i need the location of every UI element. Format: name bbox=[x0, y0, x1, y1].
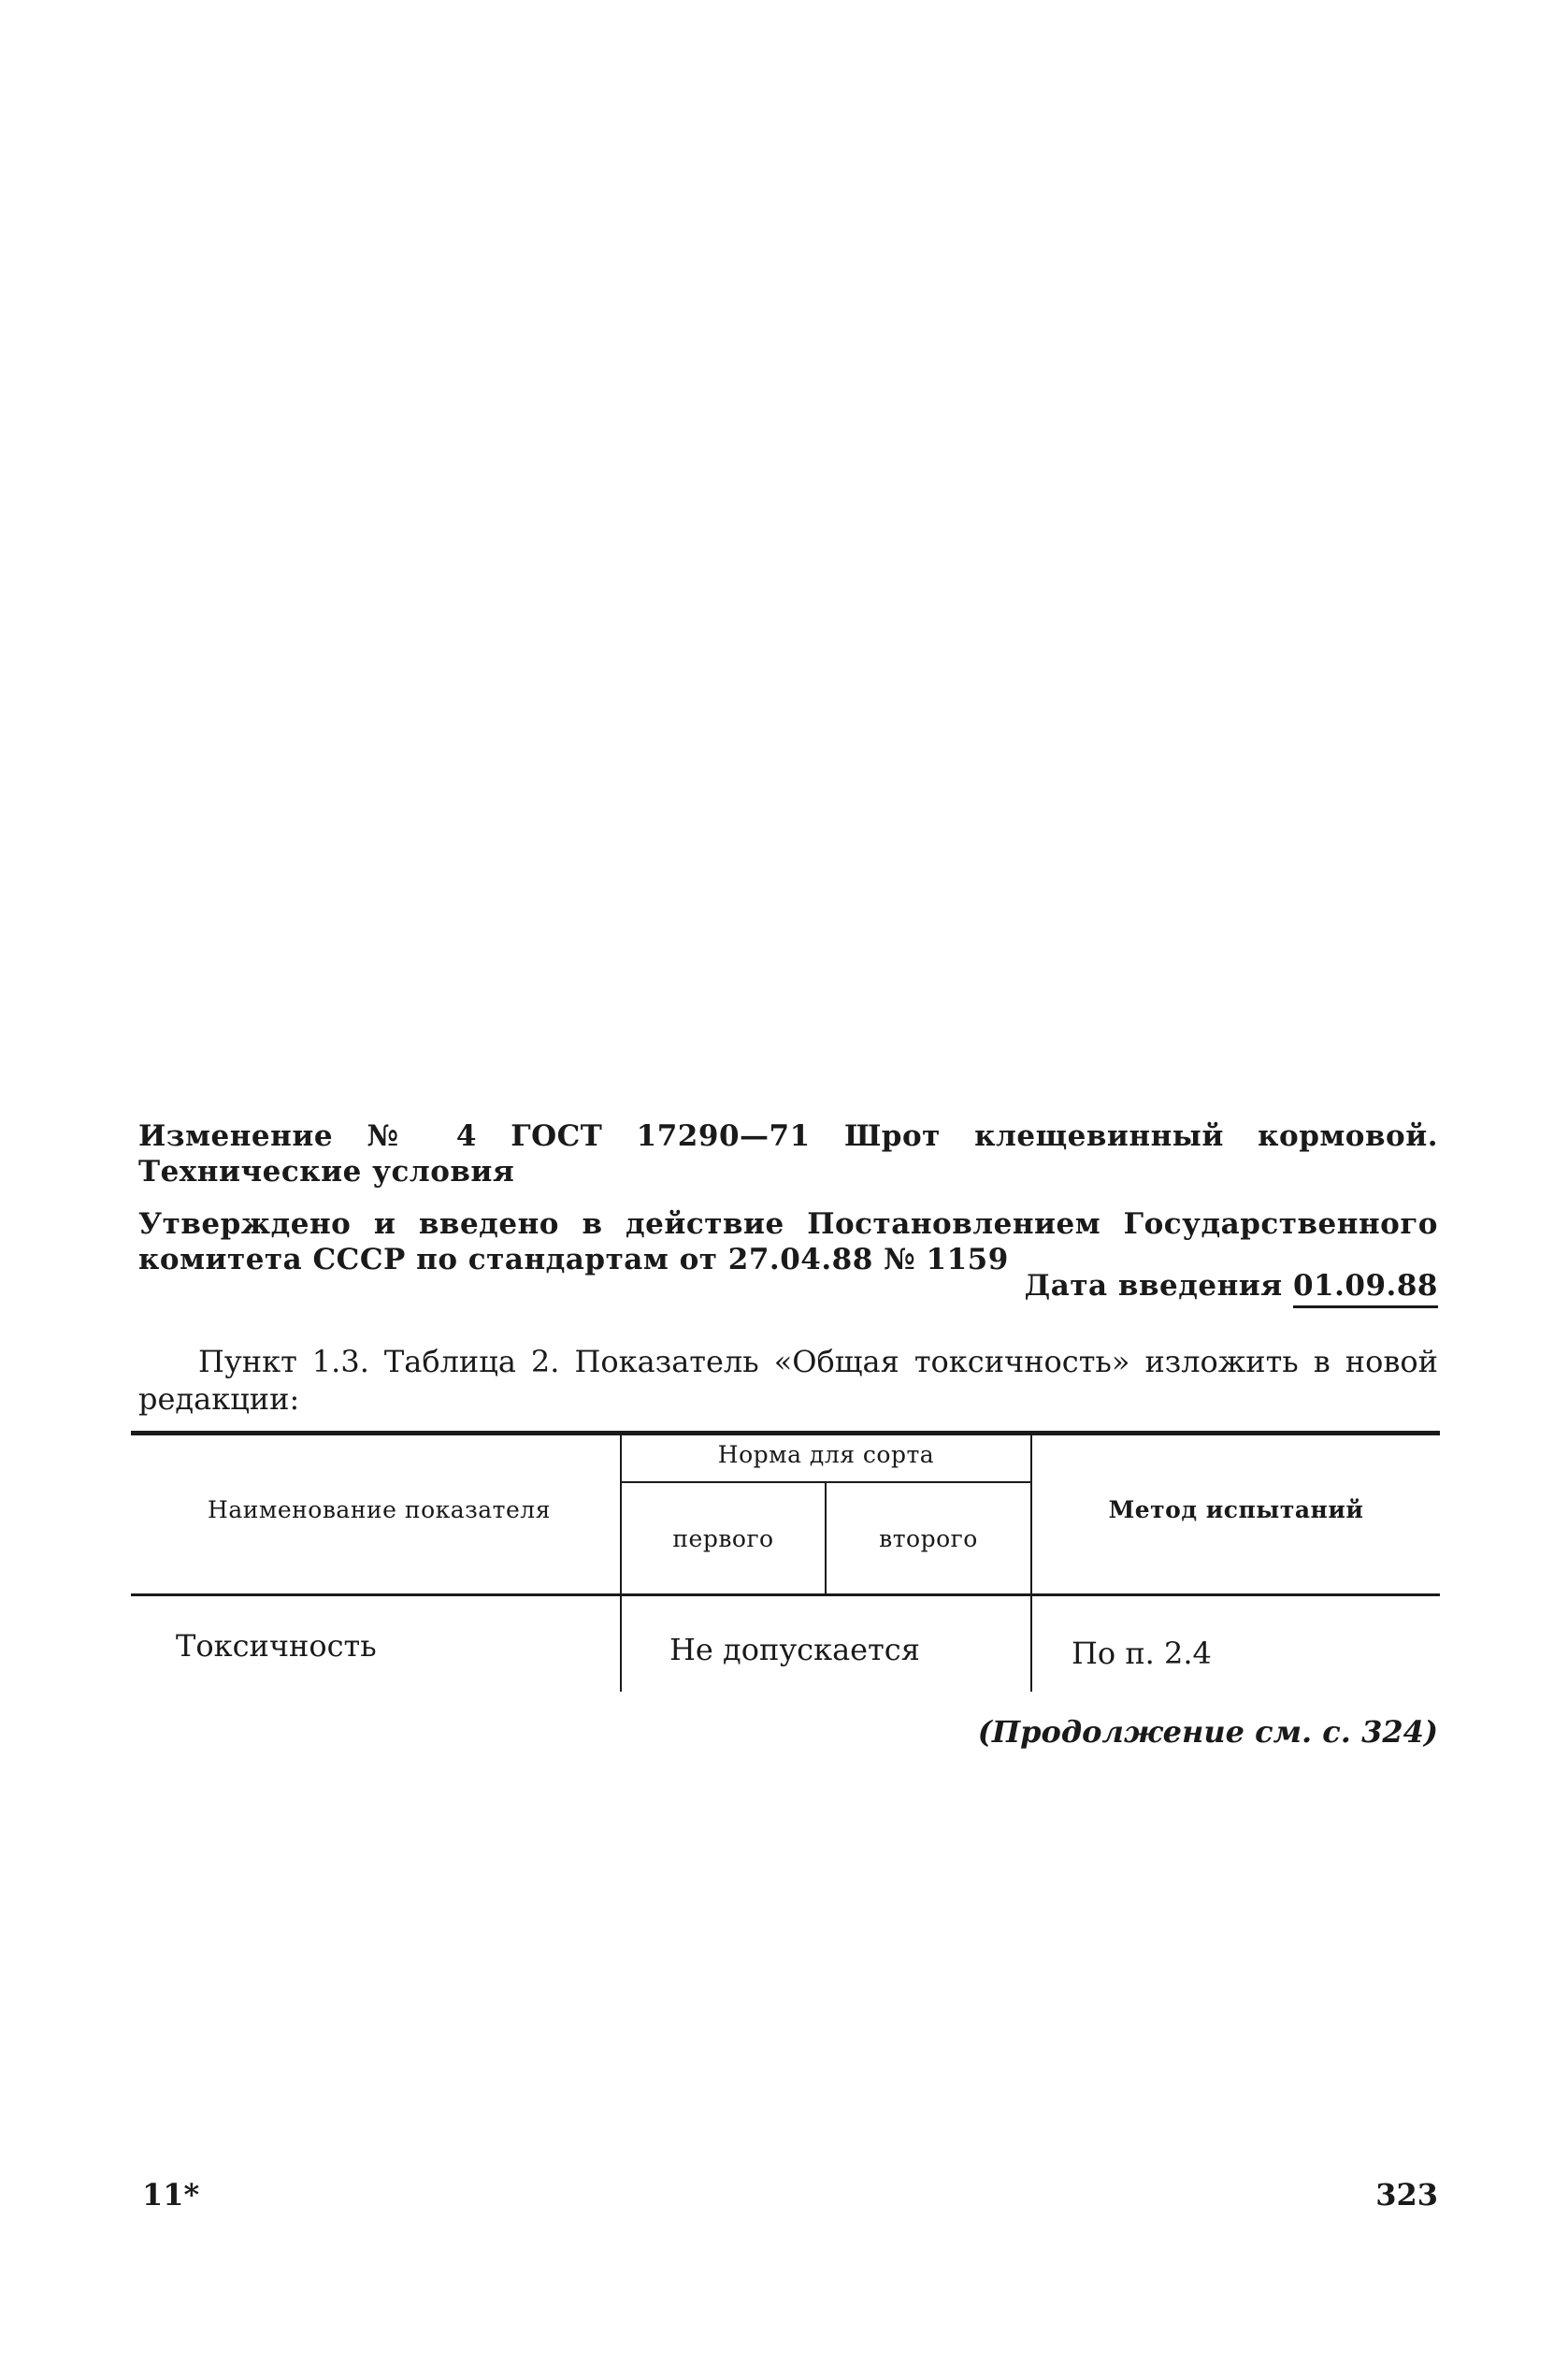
table-top-rule bbox=[131, 1431, 1440, 1435]
instruction-paragraph: Пункт 1.3. Таблица 2. Показатель «Общая токсичность» изложить в новой редакции: bbox=[138, 1344, 1438, 1417]
table-cell-method: По п. 2.4 bbox=[1072, 1636, 1212, 1671]
header-test-method: Метод испытаний bbox=[1108, 1496, 1364, 1523]
continuation-note: (Продолжение см. с. 324) bbox=[977, 1714, 1438, 1750]
effective-date-line bbox=[1025, 1268, 1438, 1308]
effective-date-value: 01.09.88 bbox=[1293, 1268, 1438, 1308]
table-cell-norm: Не допускается bbox=[669, 1632, 920, 1667]
signature-mark: 11* bbox=[142, 2177, 200, 2213]
table-cell-indicator: Токсичность bbox=[176, 1628, 377, 1664]
header-indicator-name: Наименование показателя bbox=[208, 1496, 551, 1523]
header-second-grade: второго bbox=[879, 1525, 978, 1552]
page-number: 323 bbox=[1375, 2177, 1438, 2213]
header-norm: Норма для сорта bbox=[717, 1441, 935, 1468]
column-divider bbox=[1030, 1596, 1032, 1692]
header-first-grade: первого bbox=[672, 1525, 774, 1552]
approval-text: Утверждено и введено в действие Постановлением Государственного комитета СССР по стандартам от 27.04.88 № 1159 bbox=[138, 1207, 1438, 1276]
table-header-bottom-rule bbox=[131, 1593, 1440, 1596]
column-divider bbox=[620, 1596, 622, 1692]
change-title: Изменение № 4 ГОСТ 17290—71 Шрот клещевинный кормовой. Технические условия bbox=[138, 1119, 1438, 1189]
effective-date-label: Дата введения bbox=[1024, 1269, 1283, 1303]
